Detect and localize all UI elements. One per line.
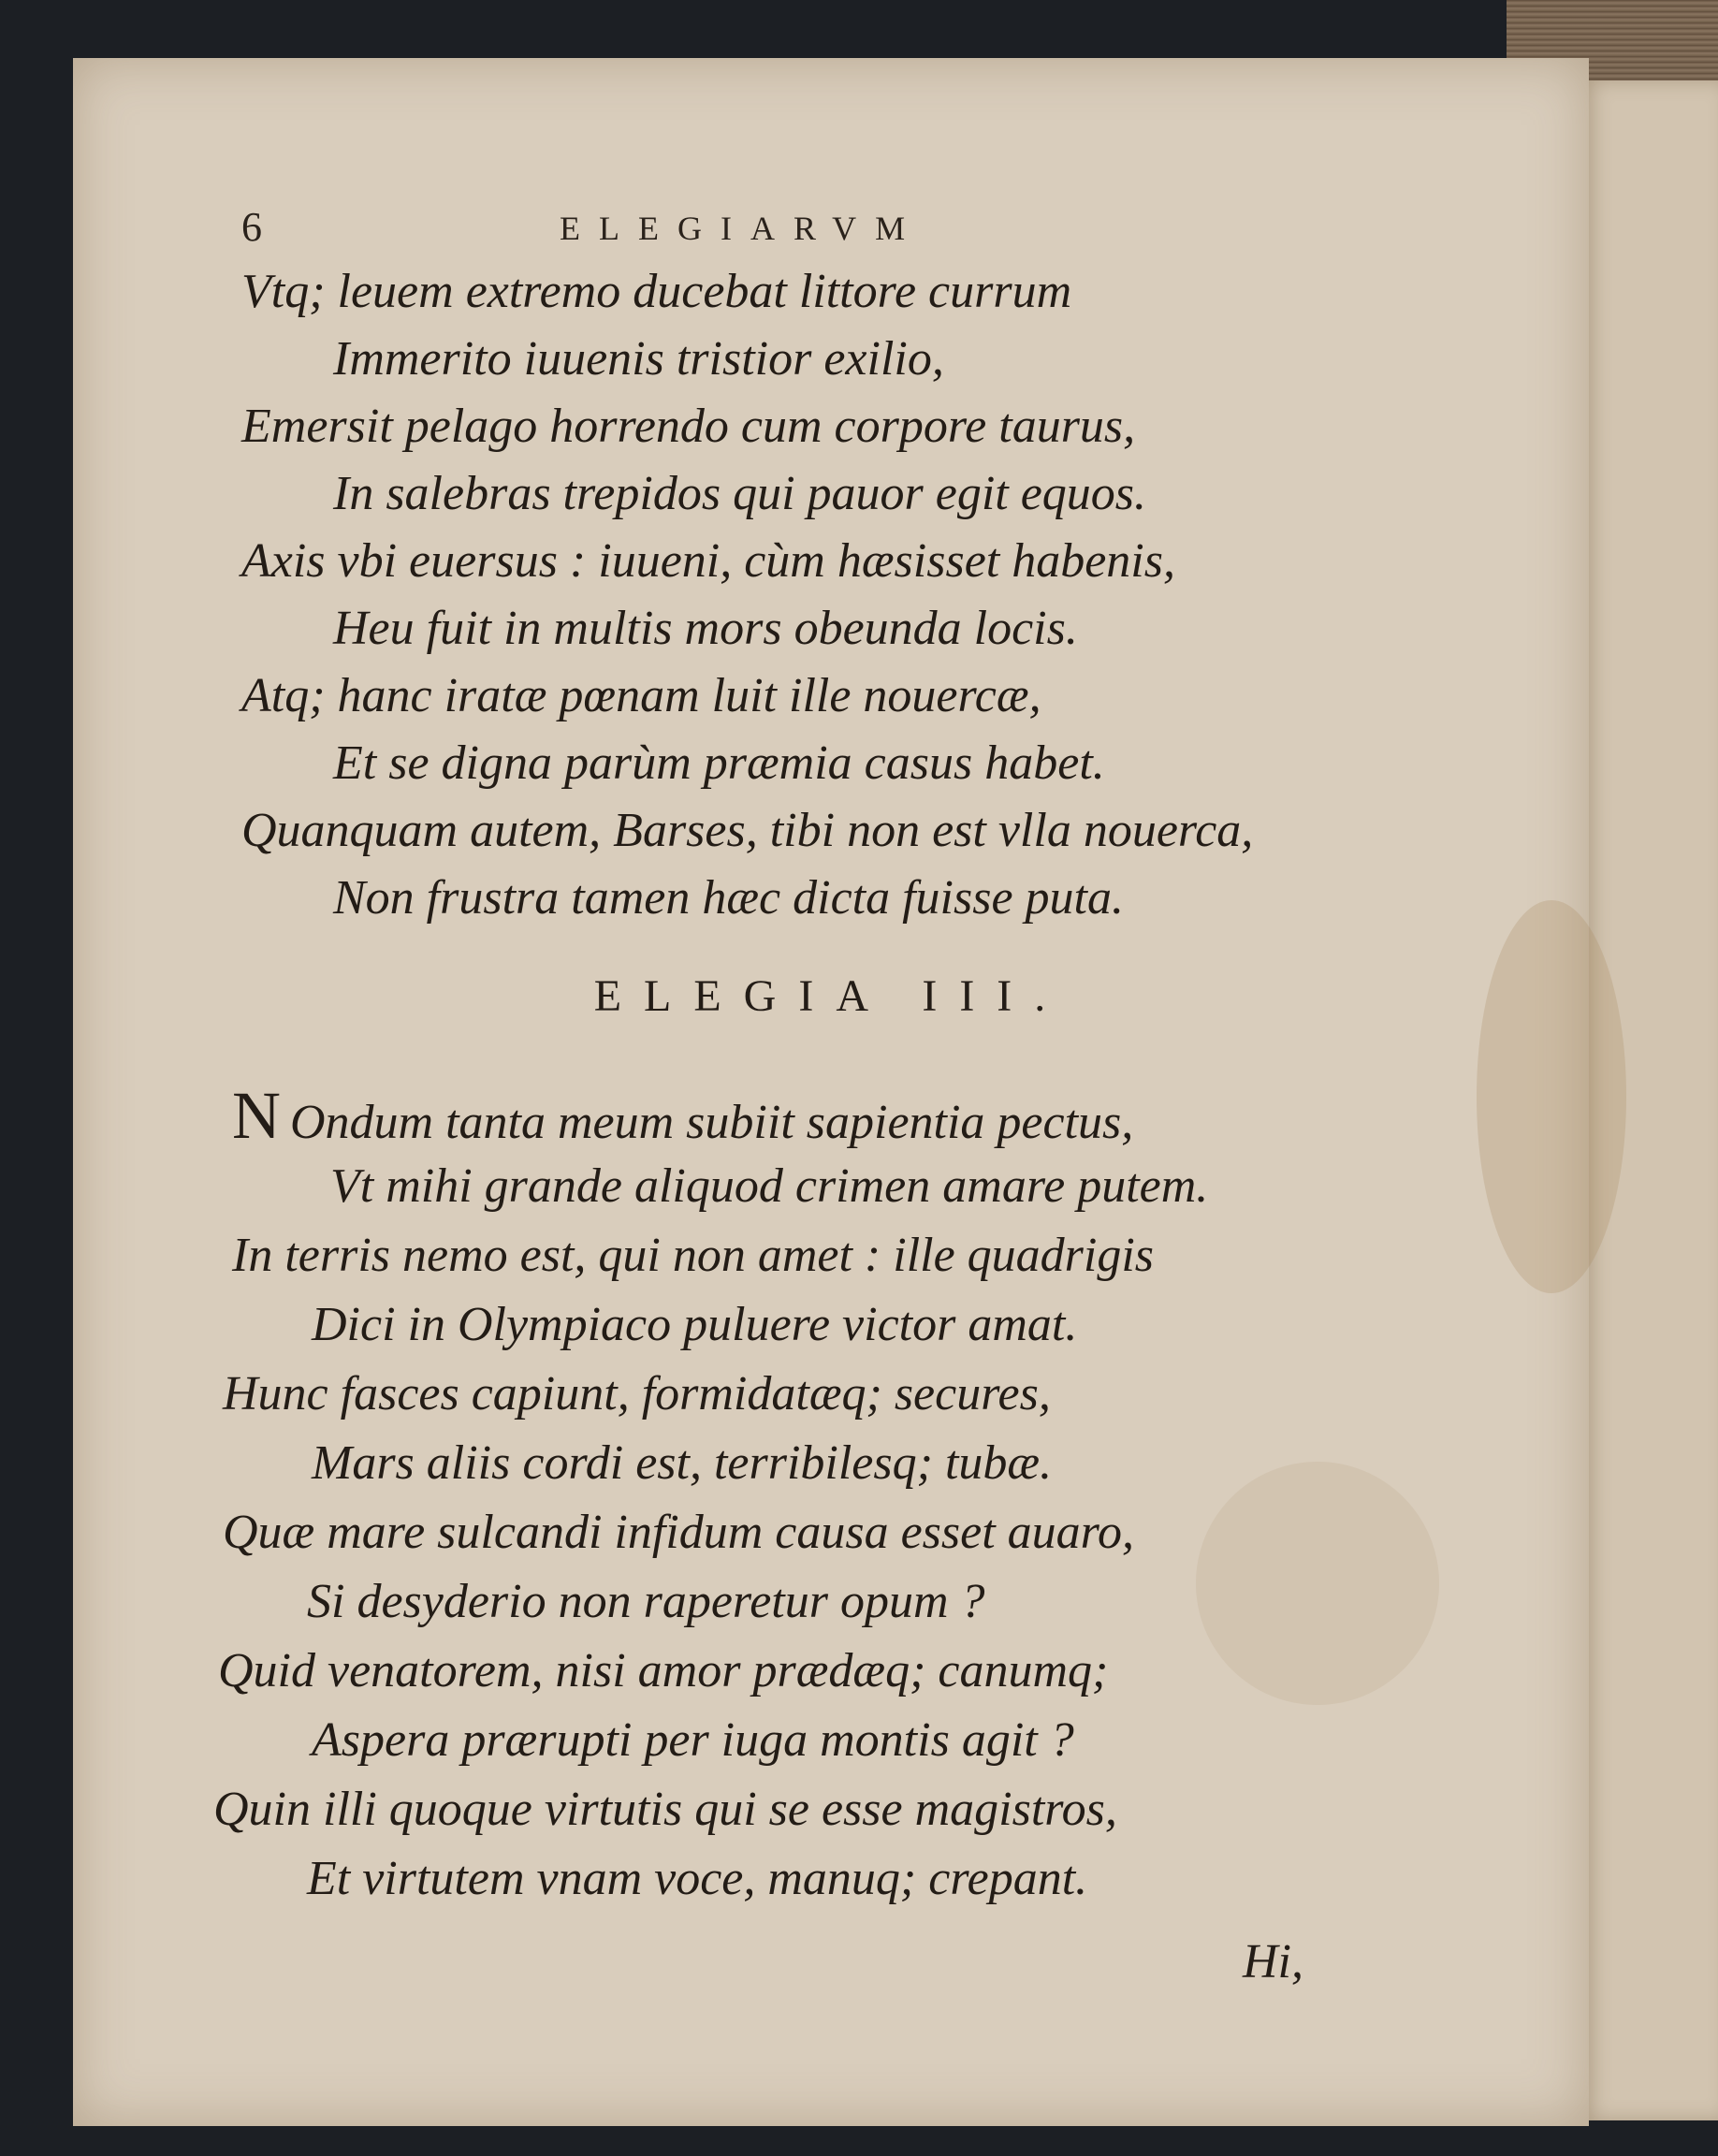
verse-line: In terris nemo est, qui non amet : ille quadrigis <box>232 1229 1155 1282</box>
elegy-title: ELEGIA III. <box>593 971 1069 1021</box>
verse-line: Atq; hanc iratæ pœnam luit ille nouercæ, <box>241 669 1041 722</box>
elegy-first-line <box>232 1078 1718 1153</box>
verse-line: Ondum tanta meum subiit sapientia pectus, <box>290 1096 1134 1149</box>
verse-line: Si desyderio non raperetur opum ? <box>307 1575 985 1628</box>
page-header <box>73 203 1589 259</box>
verse-line: Axis vbi euersus : iuueni, cùm hæsisset habenis, <box>241 534 1175 588</box>
verse-line: Aspera prærupti per iuga montis agit ? <box>312 1713 1074 1767</box>
running-head: ELEGIARVM <box>560 210 925 247</box>
verse-line: Non frustra tamen hæc dicta fuisse puta. <box>333 871 1124 925</box>
drop-initial: N <box>232 1078 281 1153</box>
verse-line: Quin illi quoque virtutis qui se esse magistros, <box>213 1783 1117 1836</box>
verse-line: Dici in Olympiaco puluere victor amat. <box>312 1298 1078 1351</box>
verse-line: Quid venatorem, nisi amor prædæq; canumq; <box>218 1644 1109 1697</box>
verse-line: In salebras trepidos qui pauor egit equos. <box>333 467 1147 520</box>
verse-line: Et virtutem vnam voce, manuq; crepant. <box>307 1852 1088 1905</box>
book-page <box>73 58 1589 2126</box>
verse-line: Quanquam autem, Barses, tibi non est vlla nouerca, <box>241 804 1254 857</box>
verse-line: Vt mihi grande aliquod crimen amare putem. <box>330 1159 1209 1213</box>
verse-line: Hunc fasces capiunt, formidatæq; secures, <box>223 1367 1051 1420</box>
verse-line: Vtq; leuem extremo ducebat littore currum <box>241 265 1072 318</box>
page-number: 6 <box>241 204 262 250</box>
verse-line: Et se digna parùm præmia casus habet. <box>333 736 1105 790</box>
verse-line: Immerito iuuenis tristior exilio, <box>333 332 944 386</box>
verse-line: Mars aliis cordi est, terribilesq; tubæ. <box>312 1436 1053 1490</box>
verse-line: Emersit pelago horrendo cum corpore taurus, <box>241 400 1136 453</box>
verse-line: Quæ mare sulcandi infidum causa esset auaro, <box>223 1506 1134 1559</box>
verse-line: Heu fuit in multis mors obeunda locis. <box>333 602 1078 655</box>
catchword: Hi, <box>1243 1935 1303 1988</box>
